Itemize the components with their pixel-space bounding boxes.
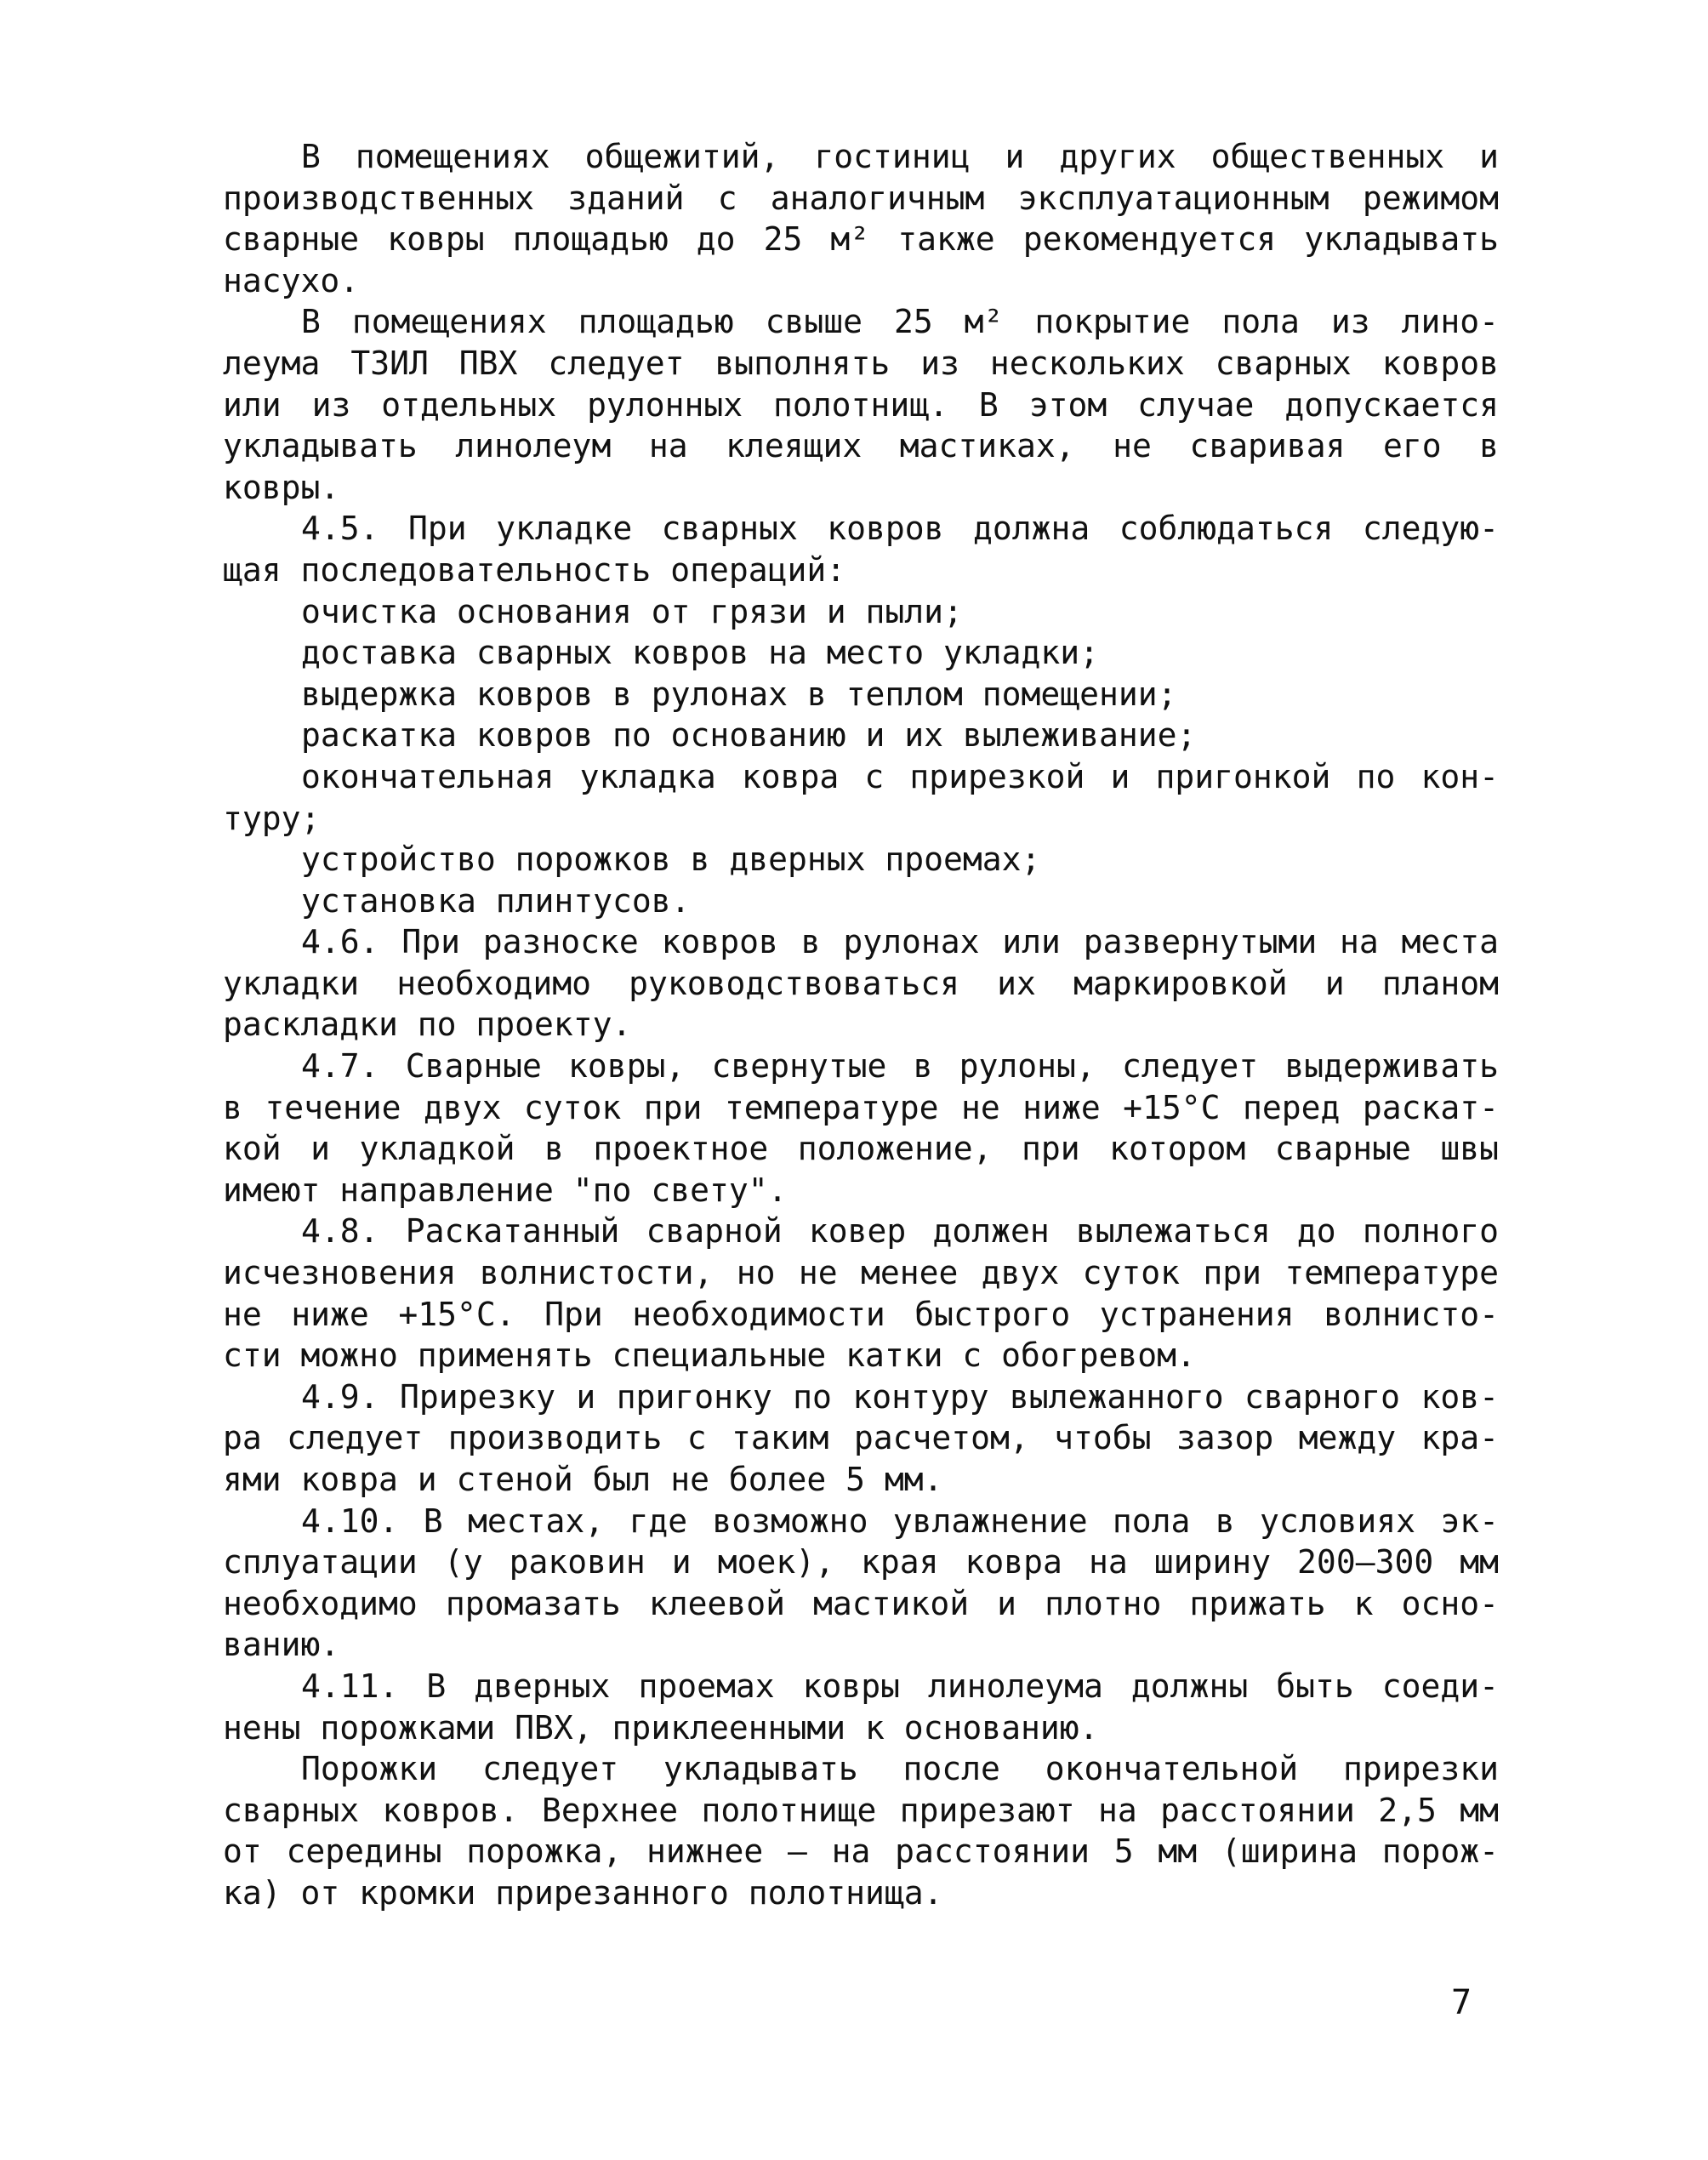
text-line: насухо. [223, 261, 360, 299]
paragraph-p-4-5-item-2 [223, 632, 1499, 674]
text-line: производственных зданий с аналогичным эксплуатационным режимом [223, 179, 1499, 217]
text-line: нены порожками ПВХ, приклеенными к основанию. [223, 1708, 1099, 1747]
text-line: ковры. [223, 468, 340, 506]
paragraph-p-intro-dormitories [223, 136, 1499, 301]
text-line: раскатка ковров по основанию и их вылеживание; [301, 716, 1197, 755]
text-line: необходимо промазать клеевой мастикой и плотно прижать к осно- [223, 1584, 1499, 1622]
text-line: 4.11. В дверных проемах ковры линолеума должны быть соеди- [301, 1667, 1499, 1705]
text-line: сплуатации (у раковин и моек), края ковра на ширину 200–300 мм [223, 1543, 1499, 1582]
paragraph-p-4-8 [223, 1211, 1499, 1376]
text-line: 4.5. При укладке сварных ковров должна соблюдаться следую- [301, 510, 1499, 548]
text-line: В помещениях общежитий, гостиниц и других общественных и [301, 138, 1499, 175]
text-line: выдержка ковров в рулонах в теплом помещении; [301, 675, 1177, 713]
text-line: ванию. [223, 1626, 340, 1664]
text-line: 4.8. Раскатанный сварной ковер должен вылежаться до полного [301, 1212, 1499, 1251]
text-line: очистка основания от грязи и пыли; [301, 592, 963, 630]
paragraph-p-4-7 [223, 1046, 1499, 1211]
text-line: укладывать линолеум на клеящих мастиках, не сваривая его в [223, 427, 1499, 465]
text-line: не ниже +15°С. При необходимости быстрого устранения волнисто- [223, 1295, 1499, 1333]
text-line: 4.7. Сварные ковры, свернутые в рулоны, следует выдерживать [301, 1047, 1499, 1086]
text-line: окончательная укладка ковра с прирезкой и пригонкой по кон- [301, 757, 1499, 795]
text-line: сварные ковры площадью до 25 м² также рекомендуется укладывать [223, 220, 1499, 259]
text-line: кой и укладкой в проектное положение, при котором сварные швы [223, 1130, 1499, 1168]
text-line: в течение двух суток при температуре не ниже +15°С перед раскат- [223, 1088, 1499, 1126]
text-line: щая последовательность операций: [223, 550, 846, 589]
text-line: раскладки по проекту. [223, 1006, 632, 1044]
text-line: ями ковра и стеной был не более 5 мм. [223, 1461, 943, 1498]
text-line: доставка сварных ковров на место укладки; [301, 634, 1099, 672]
paragraph-p-4-6 [223, 921, 1499, 1046]
paragraph-p-rooms-over-25 [223, 301, 1499, 508]
paragraph-p-4-5-item-5 [223, 756, 1499, 839]
text-line: сти можно применять специальные катки с обогревом. [223, 1336, 1196, 1375]
text-line: Порожки следует укладывать после окончательной прирезки [301, 1750, 1499, 1788]
page-number: 7 [1451, 1983, 1472, 2022]
paragraph-p-4-5-item-3 [223, 674, 1499, 715]
paragraph-p-4-5-item-6 [223, 839, 1499, 881]
text-line: 4.10. В местах, где возможно увлажнение пола в условиях эк- [301, 1502, 1499, 1540]
text-line: исчезновения волнистости, но не менее двух суток при температуре [223, 1254, 1499, 1292]
text-line: туру; [223, 799, 321, 837]
text-line: сварных ковров. Верхнее полотнище прирезают на расстоянии 2,5 мм [223, 1791, 1499, 1829]
paragraph-p-4-11 [223, 1666, 1499, 1748]
text-line: 4.6. При разноске ковров в рулонах или развернутыми на места [301, 923, 1499, 961]
paragraph-p-thresholds [223, 1748, 1499, 1913]
text-line: леума ТЗИЛ ПВХ следует выполнять из нескольких сварных ковров [223, 344, 1499, 382]
text-line: устройство порожков в дверных проемах; [301, 841, 1041, 879]
paragraph-p-4-9 [223, 1376, 1499, 1501]
paragraph-p-4-5-item-1 [223, 591, 1499, 633]
paragraph-p-4-5-item-4 [223, 715, 1499, 756]
text-line: В помещениях площадью свыше 25 м² покрытие пола из лино- [301, 303, 1499, 341]
text-line: укладки необходимо руководствоваться их маркировкой и планом [223, 964, 1499, 1002]
text-line: или из отдельных рулонных полотнищ. В этом случае допускается [223, 385, 1499, 424]
text-line: установка плинтусов. [301, 881, 691, 920]
document-body [223, 136, 1499, 1914]
paragraph-p-4-5-item-7 [223, 881, 1499, 922]
paragraph-p-4-5 [223, 508, 1499, 590]
text-line: от середины порожка, нижнее – на расстоянии 5 мм (ширина порож- [223, 1832, 1499, 1871]
text-line: ка) от кромки прирезанного полотнища. [223, 1873, 943, 1912]
text-line: 4.9. Прирезку и пригонку по контуру вылежанного сварного ков- [301, 1377, 1499, 1416]
text-line: ра следует производить с таким расчетом, чтобы зазор между кра- [223, 1419, 1499, 1457]
paragraph-p-4-10 [223, 1501, 1499, 1666]
text-line: имеют направление "по свету". [223, 1171, 788, 1209]
